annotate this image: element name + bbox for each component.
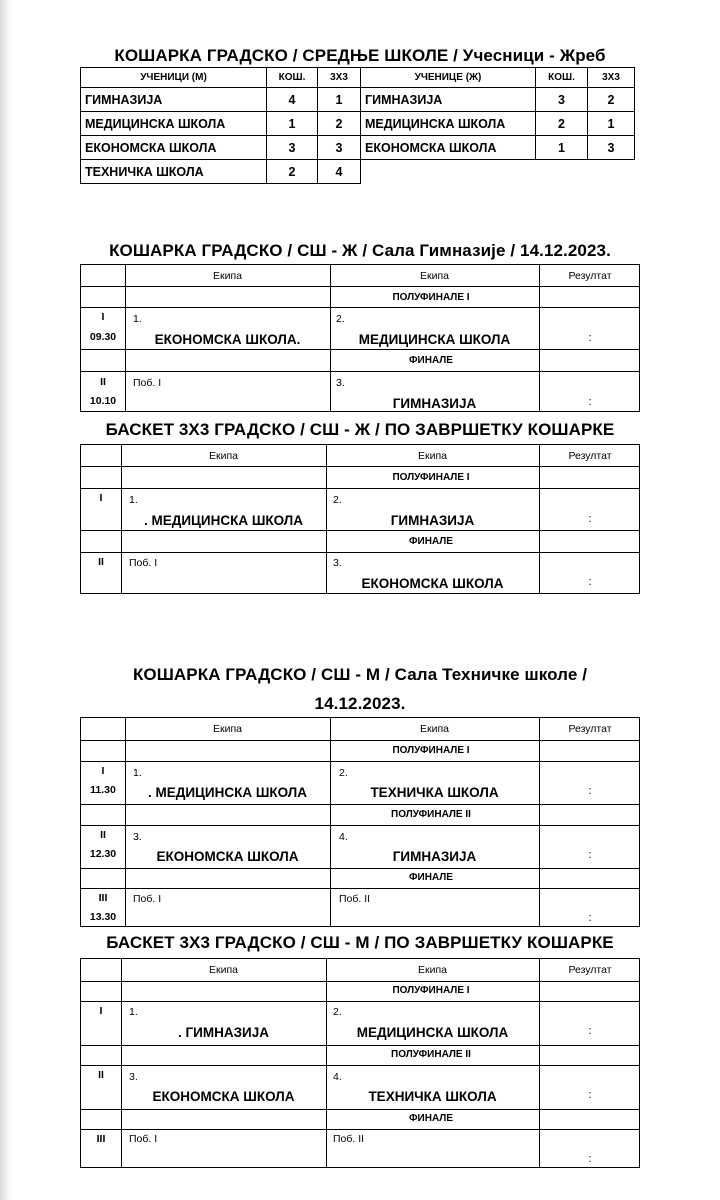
girls-kos: 3 [536,88,588,112]
col-3x3-boys: 3Х3 [318,68,361,88]
s2-team-header: Екипа [209,450,238,462]
boys-kos: 2 [267,160,318,184]
s3-seed-number: 4. [339,831,348,843]
s4-score: : [588,1089,592,1101]
s4-seed-number: 3. [129,1071,138,1083]
girls-kos: 2 [536,112,588,136]
s3-seed-number: 2. [339,767,348,779]
s1-seed-number: 2. [336,313,345,325]
s4-team-header: Екипа [418,964,447,976]
boys-kos: 1 [267,112,318,136]
s3-seed-number: 1. [133,767,142,779]
boys-kos: 3 [267,136,318,160]
s3-round: III [98,892,108,904]
s1-time: 09.30 [89,331,117,343]
s3-time: 12.30 [89,848,117,860]
s3-semi1-label: ПОЛУФИНАЛЕ I [392,745,470,756]
draw-table [80,67,635,184]
s4-winner-ref: Поб. II [333,1133,365,1145]
girls-3x3: 2 [588,88,635,112]
s3-score: : [588,849,592,861]
s3-time: 11.30 [90,784,116,796]
s2-seed-number: 3. [333,557,342,569]
s1-round: II [100,376,106,388]
s1-seed-number: 3. [336,377,345,389]
s3-winner-ref: Поб. II [339,893,371,905]
s1-team-header: Екипа [420,270,449,282]
s3-score: : [588,912,592,924]
s4-winner-ref: Поб. I [129,1133,158,1145]
table-row [81,136,635,160]
s4-seed-number: 2. [333,1006,342,1018]
col-kos-girls: КОШ. [536,68,588,88]
s3-final-label: ФИНАЛЕ [409,872,453,883]
s4-round: II [98,1069,104,1081]
col-kos-boys: КОШ. [267,68,318,88]
page-edge-shadow [0,0,14,1200]
s4-round: I [99,1005,103,1017]
s3-round: I [101,765,105,777]
s3-score: : [588,785,592,797]
s3-team-name: . МЕДИЦИНСКА ШКОЛА [147,785,308,800]
s1-final-label: ФИНАЛЕ [409,355,453,366]
s2-seed-number: 1. [129,494,138,506]
s4-team-name: ЕКОНОМСКА ШКОЛА [152,1089,295,1104]
s3-team-header: Екипа [213,723,242,735]
boys-3x3: 3 [318,136,361,160]
girls-kos: 1 [536,136,588,160]
s2-result-header: Резултат [568,450,612,462]
s3-result-header: Резултат [568,723,612,735]
boys-3x3: 2 [318,112,361,136]
s4-final-label: ФИНАЛЕ [409,1113,453,1124]
s1-team-name: МЕДИЦИНСКА ШКОЛА [358,332,511,347]
s3-winner-ref: Поб. I [133,893,162,905]
s4-team-header: Екипа [209,964,238,976]
s3-team-name: ГИМНАЗИЈА [392,849,477,864]
s3-team-header: Екипа [420,723,449,735]
s1-score: : [588,396,592,408]
s3-title-line1: КОШАРКА ГРАДСКО / СШ - М / Сала Техничке школе / [132,665,588,684]
s2-winner-ref: Поб. I [129,557,158,569]
s3-semi2-label: ПОЛУФИНАЛЕ II [391,809,471,820]
draw-title: КОШАРКА ГРАДСКО / СРЕДЊЕ ШКОЛЕ / Учесници - Жреб [114,46,606,65]
boys-name: МЕДИЦИНСКА ШКОЛА [81,112,267,136]
s2-score: : [588,513,592,525]
girls-3x3: 1 [588,112,635,136]
draw-header-row [81,68,635,88]
s4-team-name: МЕДИЦИНСКА ШКОЛА [356,1025,509,1040]
s4-result-header: Резултат [568,964,612,976]
s1-winner-ref: Поб. I [133,377,162,389]
boys-name: ЕКОНОМСКА ШКОЛА [81,136,267,160]
s1-round: I [101,311,105,323]
s2-seed-number: 2. [333,494,342,506]
table-row [81,88,635,112]
boys-3x3: 1 [318,88,361,112]
s2-team-name: ЕКОНОМСКА ШКОЛА [361,576,504,591]
s4-team-name: ТЕХНИЧКА ШКОЛА [368,1089,497,1104]
table-row [81,160,635,184]
boys-kos: 4 [267,88,318,112]
s4-round: III [96,1133,106,1145]
s2-score: : [588,576,592,588]
s4-schedule-table [80,958,640,1168]
table-row [81,112,635,136]
s1-seed-number: 1. [133,313,142,325]
s2-title: БАСКЕТ 3Х3 ГРАДСКО / СШ - Ж / ПО ЗАВРШЕТКУ КОШАРКЕ [105,420,615,439]
s1-semi1-label: ПОЛУФИНАЛЕ I [392,292,470,303]
s2-final-label: ФИНАЛЕ [409,536,453,547]
s2-team-header: Екипа [418,450,447,462]
col-3x3-girls: 3Х3 [588,68,635,88]
s2-team-name: . МЕДИЦИНСКА ШКОЛА [143,513,304,528]
s2-schedule-table [80,444,640,594]
girls-name: ГИМНАЗИЈА [361,88,536,112]
s3-team-name: ЕКОНОМСКА ШКОЛА [156,849,299,864]
girls-name: ЕКОНОМСКА ШКОЛА [361,136,536,160]
s1-schedule-table [80,264,640,412]
s1-team-name: ЕКОНОМСКА ШКОЛА. [154,332,301,347]
s3-title-line2: 14.12.2023. [314,694,406,713]
s3-schedule-table [80,717,640,927]
s1-title: КОШАРКА ГРАДСКО / СШ - Ж / Сала Гимназије / 14.12.2023. [109,241,611,260]
s2-round: II [98,556,104,568]
s4-score: : [588,1025,592,1037]
boys-3x3: 4 [318,160,361,184]
s3-round: II [100,829,106,841]
s3-time: 13.30 [89,911,117,923]
girls-name: МЕДИЦИНСКА ШКОЛА [361,112,536,136]
girls-header: УЧЕНИЦЕ (Ж) [361,68,536,88]
s4-team-name: . ГИМНАЗИЈА [177,1025,270,1040]
s1-team-header: Екипа [213,270,242,282]
s4-score: : [588,1153,592,1165]
boys-name: ТЕХНИЧКА ШКОЛА [81,160,267,184]
boys-header: УЧЕНИЦИ (М) [81,68,267,88]
s1-time: 10.10 [89,395,117,407]
s4-semi1-label: ПОЛУФИНАЛЕ I [392,985,470,996]
s4-seed-number: 1. [129,1006,138,1018]
s1-score: : [588,332,592,344]
s2-round: I [99,492,103,504]
s4-title: БАСКЕТ 3Х3 ГРАДСКО / СШ - М / ПО ЗАВРШЕТКУ КОШАРКЕ [106,933,614,952]
s4-seed-number: 4. [333,1071,342,1083]
s2-semi1-label: ПОЛУФИНАЛЕ I [392,472,470,483]
s3-seed-number: 3. [133,831,142,843]
s3-team-name: ТЕХНИЧКА ШКОЛА [370,785,499,800]
s2-team-name: ГИМНАЗИЈА [390,513,475,528]
s1-result-header: Резултат [568,270,612,282]
s4-semi2-label: ПОЛУФИНАЛЕ II [391,1049,471,1060]
boys-name: ГИМНАЗИЈА [81,88,267,112]
girls-3x3: 3 [588,136,635,160]
s1-team-name: ГИМНАЗИЈА [392,396,477,411]
